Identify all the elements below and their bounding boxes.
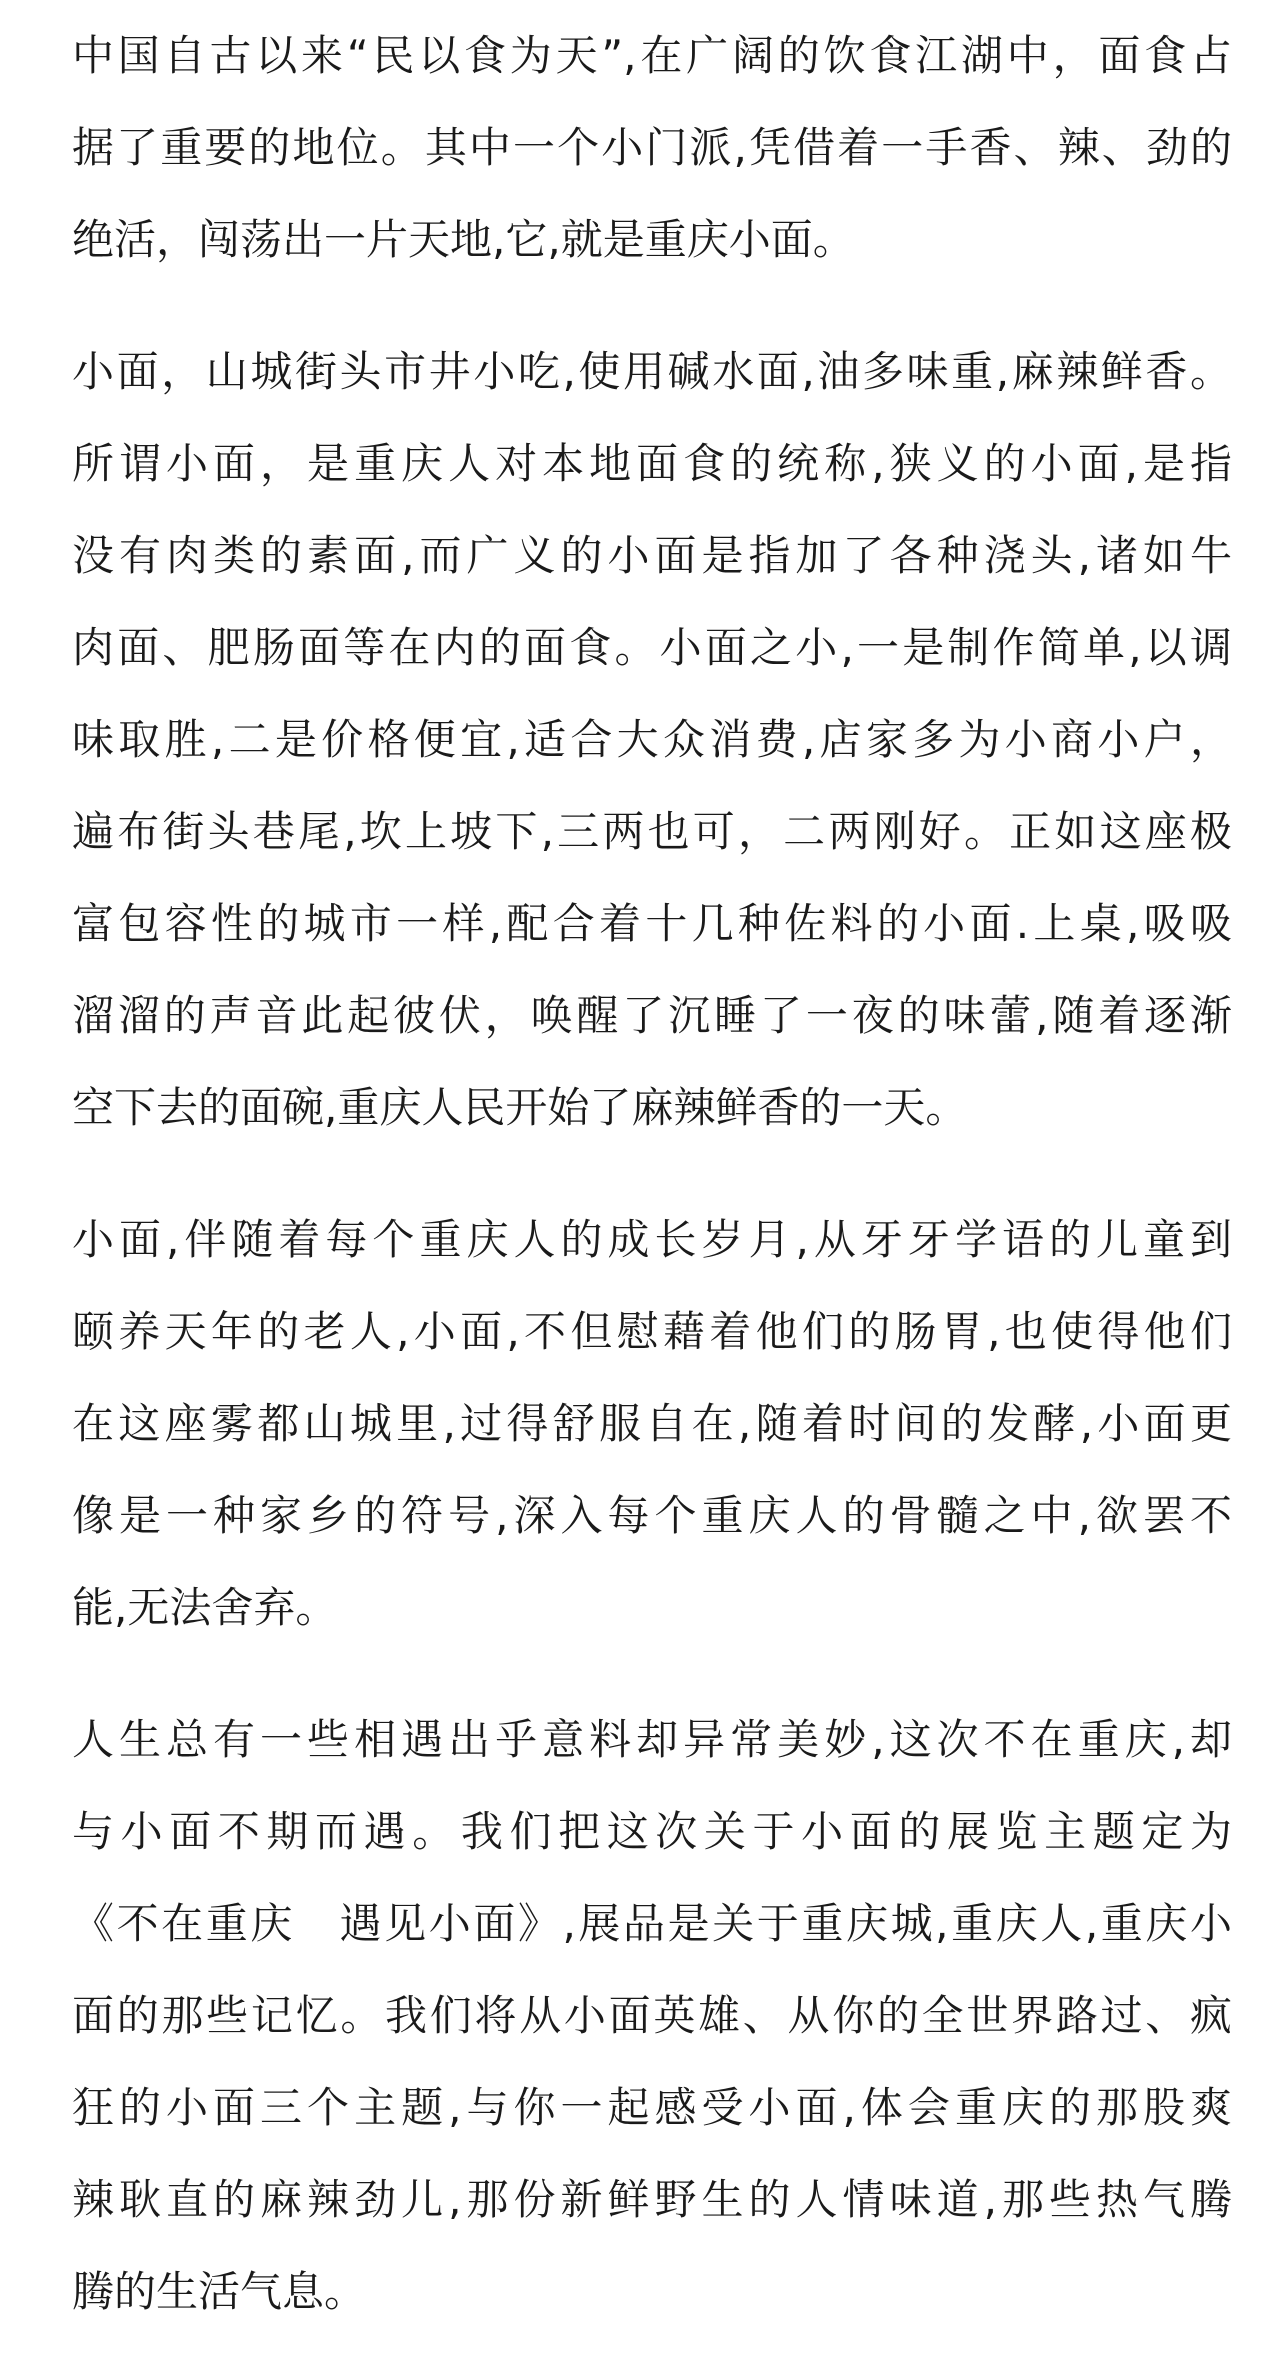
text-line: 溜溜的声音此起彼伏，唤醒了沉睡了一夜的味蕾,随着逐渐 (72, 991, 1232, 1040)
text-line: 遍布街头巷尾,坎上坡下,三两也可，二两刚好。正如这座极 (72, 807, 1232, 856)
text-line: 中国自古以来“民以食为天”,在广阔的饮食江湖中，面食占 (72, 31, 1232, 80)
text-line: 狂的小面三个主题,与你一起感受小面,体会重庆的那股爽 (72, 2083, 1232, 2132)
text-line: 能,无法舍弃。 (72, 1583, 338, 1632)
text-line: 腾的生活气息。 (72, 2267, 367, 2316)
paragraph-description (72, 326, 1232, 1154)
text-line: 所谓小面，是重庆人对本地面食的统称,狭义的小面,是指 (72, 439, 1232, 488)
text-line: 没有肉类的素面,而广义的小面是指加了各种浇头,诸如牛 (72, 531, 1232, 580)
text-line: 颐养天年的老人,小面,不但慰藉着他们的肠胃,也使得他们 (72, 1307, 1232, 1356)
paragraph-memories (72, 1194, 1232, 1654)
text-line: 人生总有一些相遇出乎意料却异常美妙,这次不在重庆,却 (72, 1715, 1232, 1764)
paragraph-exhibition (72, 1694, 1232, 2338)
article-body (72, 10, 1232, 2378)
text-line: 富包容性的城市一样,配合着十几种佐料的小面.上桌,吸吸 (72, 899, 1232, 948)
text-line: 在这座雾都山城里,过得舒服自在,随着时间的发酵,小面更 (72, 1399, 1232, 1448)
text-line: 味取胜,二是价格便宜,适合大众消费,店家多为小商小户， (72, 715, 1232, 764)
paragraph-intro (72, 10, 1232, 286)
text-line: 《不在重庆 遇见小面》,展品是关于重庆城,重庆人,重庆小 (72, 1899, 1232, 1948)
text-line: 绝活，闯荡出一片天地,它,就是重庆小面。 (72, 215, 855, 264)
text-line: 面的那些记忆。我们将从小面英雄、从你的全世界路过、疯 (72, 1991, 1232, 2040)
text-line: 小面，山城街头市井小吃,使用碱水面,油多味重,麻辣鲜香。 (72, 347, 1232, 396)
text-line: 像是一种家乡的符号,深入每个重庆人的骨髓之中,欲罢不 (72, 1491, 1232, 1540)
text-line: 空下去的面碗,重庆人民开始了麻辣鲜香的一天。 (72, 1083, 968, 1132)
text-line: 与小面不期而遇。我们把这次关于小面的展览主题定为 (72, 1807, 1232, 1856)
text-line: 辣耿直的麻辣劲儿,那份新鲜野生的人情味道,那些热气腾 (72, 2175, 1232, 2224)
text-line: 据了重要的地位。其中一个小门派,凭借着一手香、辣、劲的 (72, 123, 1232, 172)
text-line: 小面,伴随着每个重庆人的成长岁月,从牙牙学语的儿童到 (72, 1215, 1232, 1264)
text-line: 肉面、肥肠面等在内的面食。小面之小,一是制作简单,以调 (72, 623, 1232, 672)
